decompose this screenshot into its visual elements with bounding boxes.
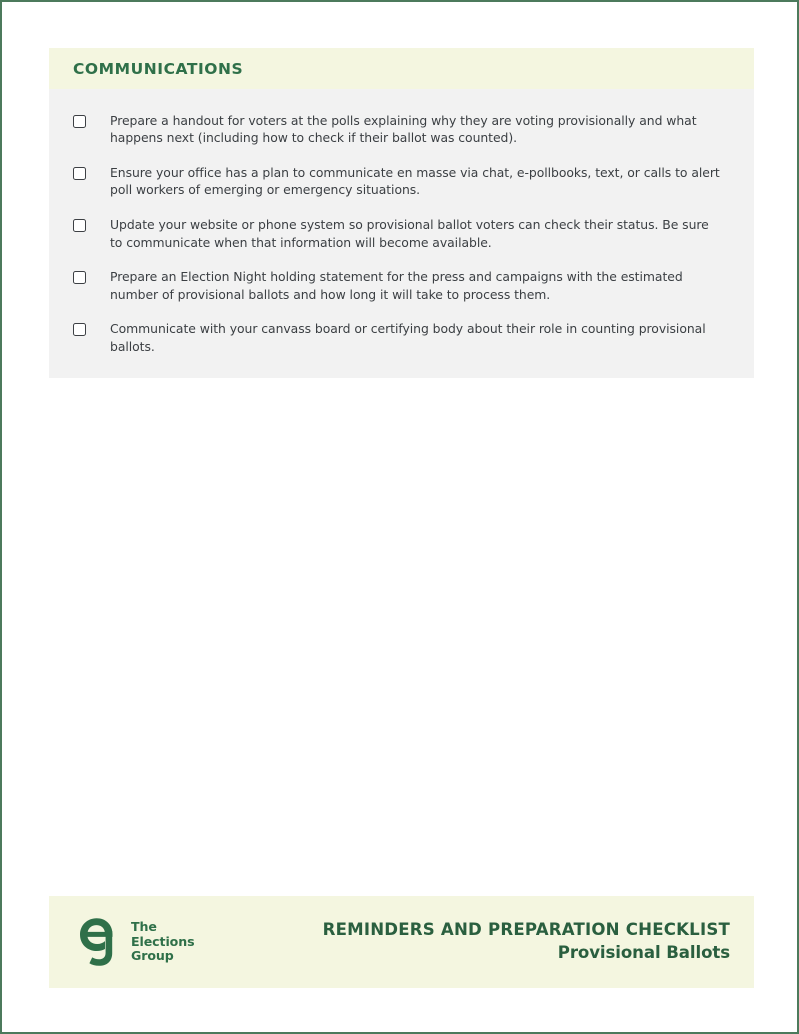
checklist-item-label: Communicate with your canvass board or certifying body about their role in counting provisional ballots. [110,321,706,354]
brand-lockup [79,917,194,967]
section-title: COMMUNICATIONS [73,60,244,78]
document-subtitle: Provisional Ballots [557,942,730,962]
checklist-item-label: Prepare a handout for voters at the polls explaining why they are voting provisionally and what happens next (including how to check if their ballot was counted). [110,112,697,146]
checklist-item[interactable] [49,312,754,364]
checkbox-icon[interactable] [73,167,86,180]
checkbox-icon[interactable] [73,219,86,232]
elections-group-logo-icon [79,917,121,967]
checklist-item[interactable] [49,103,754,155]
document-title-block [323,919,730,965]
brand-line-1: The [131,919,157,935]
checkbox-icon[interactable] [73,115,86,128]
checklist-item[interactable] [49,207,754,259]
document-title: REMINDERS AND PREPARATION CHECKLIST [322,920,730,940]
checklist-item-label: Prepare an Election Night holding statement for the press and campaigns with the estimated number of provisional ballots and how long it will take to process them. [110,269,683,302]
brand-line-3: Group [131,948,174,964]
brand-wordmark [131,920,194,964]
checklist-card [49,48,754,378]
checklist-item[interactable] [49,260,754,312]
checklist-section-header [49,48,754,89]
checklist-item-label: Ensure your office has a plan to communicate en masse via chat, e-pollbooks, text, or calls to alert poll workers of emerging or emergency situations. [110,164,720,198]
checklist-item[interactable] [49,155,754,207]
checklist-item-label: Update your website or phone system so provisional ballot voters can check their status. Be sure to communicate when that information will become available. [110,216,709,250]
checklist-items-container [49,89,754,378]
checkbox-icon[interactable] [73,271,86,284]
brand-line-2: Elections [131,933,195,949]
page-footer [49,896,754,988]
checkbox-icon[interactable] [73,323,86,336]
